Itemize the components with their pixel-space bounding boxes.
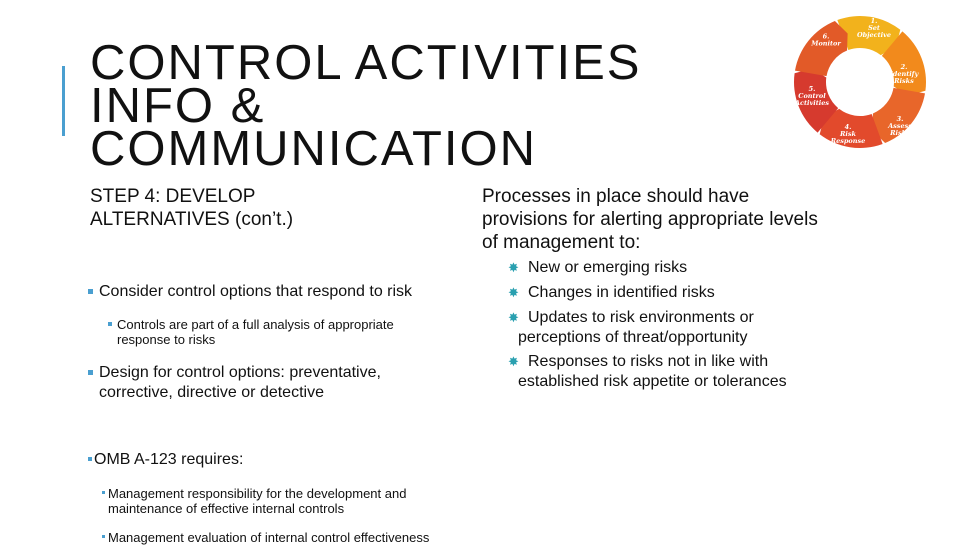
slide-title bbox=[90, 36, 730, 176]
right-list-item: ✸ New or emerging risks bbox=[508, 259, 688, 276]
cycle-step-label: 4. Risk Response bbox=[830, 123, 866, 145]
cycle-step-label: 5. Control Activities bbox=[795, 85, 829, 107]
bullet-design-control-options: Design for control options: preventative, corrective, directive or detective bbox=[88, 363, 439, 403]
star-bullet-icon: ✸ bbox=[508, 285, 519, 300]
star-bullet-icon: ✸ bbox=[508, 310, 519, 325]
bullet-controls-part-of-analysis: Controls are part of a full analysis of appropriate response to risks bbox=[108, 317, 437, 347]
title-line-3: COMMUNICATION bbox=[90, 122, 537, 176]
subtitle-line-1: STEP 4: DEVELOP bbox=[90, 186, 256, 207]
star-bullet-icon: ✸ bbox=[508, 260, 519, 275]
right-list-item: ✸ Updates to risk environments or perceptions of threat/opportunity bbox=[508, 309, 754, 346]
title-accent-bar bbox=[62, 66, 65, 136]
bullet-omb-heading: OMB A-123 requires: bbox=[88, 450, 468, 470]
slide-subtitle bbox=[90, 185, 410, 231]
right-list-item: ✸ Responses to risks not in like with established risk appetite or tolerances bbox=[508, 353, 787, 390]
title-line-1: CONTROL ACTIVITIES bbox=[90, 36, 642, 90]
cycle-step-label: 1. Set Objective bbox=[856, 17, 892, 39]
cycle-step-label: 2. Identify Risks bbox=[889, 63, 919, 85]
risk-cycle-diagram bbox=[792, 8, 928, 154]
cycle-step-label: 3. Assess Risks bbox=[888, 115, 912, 137]
right-intro-text: Processes in place should have provisions for alerting appropriate levels of management to: bbox=[482, 186, 818, 253]
bullet-omb-item: Management responsibility for the development and maintenance of effective internal controls bbox=[102, 486, 448, 516]
right-bullet-list bbox=[486, 258, 816, 392]
left-bullet-list bbox=[88, 282, 468, 545]
subtitle-line-2: ALTERNATIVES (con’t.) bbox=[90, 209, 294, 230]
right-list-item: ✸ Changes in identified risks bbox=[508, 284, 715, 301]
bullet-omb-item: Management evaluation of internal control effectiveness bbox=[102, 530, 448, 545]
cycle-step-label: 6. Monitor bbox=[811, 32, 841, 48]
title-line-2: INFO & bbox=[90, 79, 266, 133]
bullet-consider-control-options: Consider control options that respond to risk bbox=[88, 282, 468, 302]
star-bullet-icon: ✸ bbox=[508, 354, 519, 369]
cycle-center bbox=[827, 49, 893, 115]
